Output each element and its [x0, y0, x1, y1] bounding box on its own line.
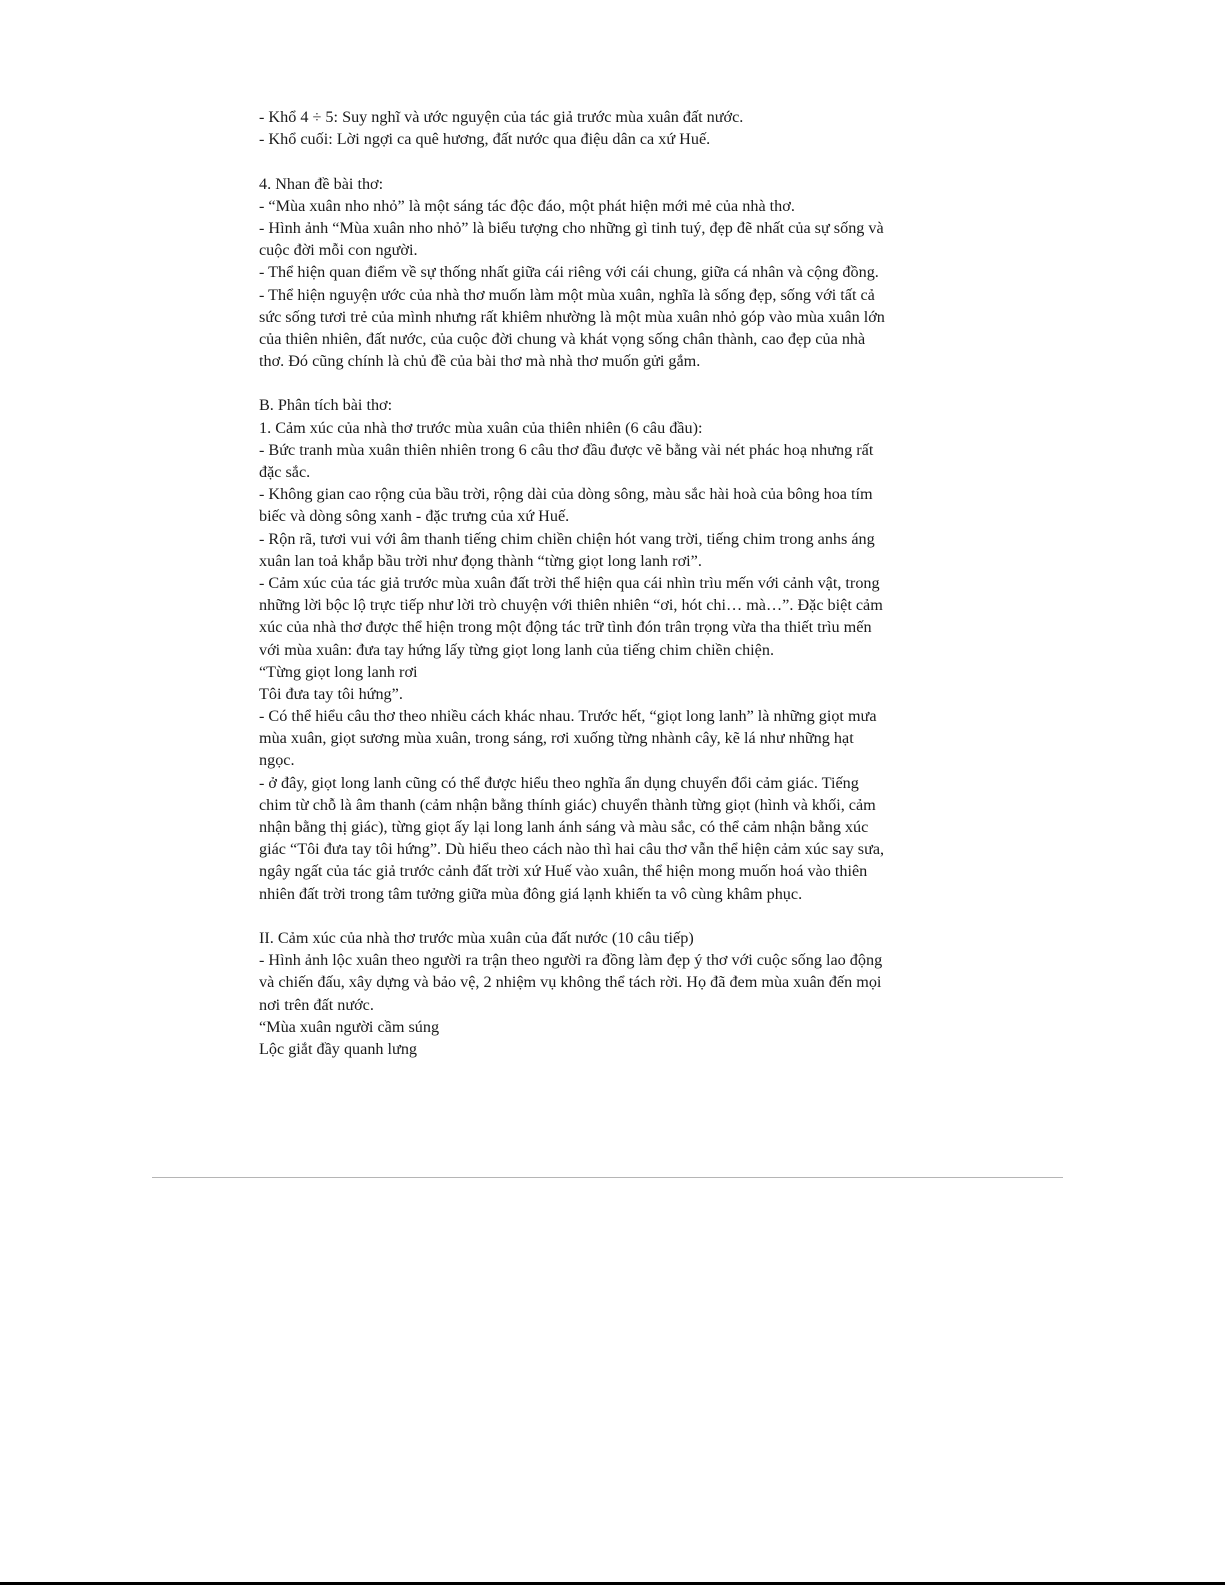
- text-line: xúc của nhà thơ được thể hiện trong một động tác trữ tình đón trân trọng vừa tha thiết trìu mến: [259, 618, 872, 637]
- text-line: Lộc giắt đầy quanh lưng: [259, 1039, 418, 1058]
- text-line: biếc và dòng sông xanh - đặc trưng của xứ Huế.: [259, 507, 570, 526]
- text-line: sức sống tươi trẻ của mình nhưng rất khiêm nhường là một mùa xuân nhỏ góp vào mùa xuân lớn: [259, 307, 885, 326]
- text-line: nơi trên đất nước.: [259, 995, 374, 1014]
- text-line: với mùa xuân: đưa tay hứng lấy từng giọt long lanh của tiếng chim chiền chiện.: [259, 640, 774, 659]
- text-line: “Mùa xuân người cầm súng: [259, 1017, 440, 1036]
- text-line: - “Mùa xuân nho nhỏ” là một sáng tác độc đáo, một phát hiện mới mẻ của nhà thơ.: [259, 196, 795, 215]
- text-line: mùa xuân, giọt sương mùa xuân, trong sáng, rơi xuống từng nhành cây, kẽ lá như những hạt: [259, 729, 854, 748]
- text-line: - Thể hiện nguyện ước của nhà thơ muốn làm một mùa xuân, nghĩa là sống đẹp, sống với tất cả: [259, 285, 875, 304]
- text-line: chim từ chỗ là âm thanh (cảm nhận bằng thính giác) chuyển thành từng giọt (hình và khối, cảm: [259, 795, 876, 814]
- text-line: những lời bộc lộ trực tiếp như lời trò chuyện với thiên nhiên “ơi, hót chi… mà…”. Đặc biệt cảm: [259, 596, 883, 615]
- text-line: 1. Cảm xúc của nhà thơ trước mùa xuân của thiên nhiên (6 câu đầu):: [259, 418, 703, 437]
- text-line: xuân lan toả khắp bầu trời như đọng thành “từng giọt long lanh rơi”.: [259, 551, 702, 570]
- text-line: - Bức tranh mùa xuân thiên nhiên trong 6 câu thơ đầu được vẽ bằng vài nét phác hoạ nhưng rất: [259, 440, 874, 459]
- text-line: B. Phân tích bài thơ:: [259, 396, 393, 415]
- text-line: Tôi đưa tay tôi hứng”.: [259, 684, 403, 703]
- document-body: [259, 106, 959, 1060]
- text-line: nhận bằng thị giác), từng giọt ấy lại long lanh ánh sáng và màu sắc, có thể cảm nhận bằng xúc: [259, 818, 869, 836]
- blank-line: [259, 150, 959, 172]
- text-line: cuộc đời mỗi con người.: [259, 241, 418, 260]
- text-line: “Từng giọt long lanh rơi: [259, 662, 418, 681]
- text-line: - Có thể hiểu câu thơ theo nhiều cách khác nhau. Trước hết, “giọt long lanh” là những giọt mưa: [259, 707, 877, 726]
- text-line: và chiến đấu, xây dựng và bảo vệ, 2 nhiệm vụ không thể tách rời. Họ đã đem mùa xuân đến mọi: [259, 973, 882, 992]
- text-line: - Rộn rã, tươi vui với âm thanh tiếng chim chiền chiện hót vang trời, tiếng chim trong anhs áng: [259, 529, 875, 548]
- text-line: - Thể hiện quan điểm về sự thống nhất giữa cái riêng với cái chung, giữa cá nhân và cộng đồng.: [259, 263, 879, 282]
- text-line: - Hình ảnh lộc xuân theo người ra trận theo người ra đồng làm đẹp ý thơ với cuộc sống lao động: [259, 951, 883, 970]
- page-separator: [152, 1177, 1063, 1178]
- text-line: thơ. Đó cũng chính là chủ đề của bài thơ mà nhà thơ muốn gửi gắm.: [259, 352, 701, 371]
- text-line: ngây ngất của tác giả trước cảnh đất trời xứ Huế vào xuân, thể hiện mong muốn hoá vào thiên: [259, 862, 868, 881]
- text-line: - Khổ cuối: Lời ngợi ca quê hương, đất nước qua điệu dân ca xứ Huế.: [259, 130, 711, 149]
- text-line: II. Cảm xúc của nhà thơ trước mùa xuân của đất nước (10 câu tiếp): [259, 928, 694, 947]
- blank-line: [259, 905, 959, 927]
- text-line: 4. Nhan đề bài thơ:: [259, 174, 384, 193]
- text-line: giác “Tôi đưa tay tôi hứng”. Dù hiểu theo cách nào thì hai câu thơ vẫn thể hiện cảm xúc say sưa,: [259, 840, 885, 859]
- text-line: đặc sắc.: [259, 463, 311, 481]
- text-line: - ở đây, giọt long lanh cũng có thể được hiểu theo nghĩa ẩn dụng chuyển đổi cảm giác. Tiếng: [259, 773, 859, 792]
- text-line: nhiên đất trời trong tâm tưởng giữa mùa đông giá lạnh khiến ta vô cùng khâm phục.: [259, 884, 803, 903]
- text-line: - Không gian cao rộng của bầu trời, rộng dài của dòng sông, màu sắc hài hoà của bông hoa tím: [259, 485, 873, 504]
- text-line: - Hình ảnh “Mùa xuân nho nhỏ” là biểu tượng cho những gì tinh tuý, đẹp đẽ nhất của sự sống và: [259, 218, 884, 237]
- text-line: - Cảm xúc của tác giả trước mùa xuân đất trời thể hiện qua cái nhìn trìu mến với cảnh vật, trong: [259, 573, 880, 592]
- blank-line: [259, 372, 959, 394]
- text-line: - Khổ 4 ÷ 5: Suy nghĩ và ước nguyện của tác giả trước mùa xuân đất nước.: [259, 108, 744, 126]
- text-line: của thiên nhiên, đất nước, của cuộc đời chung và khát vọng sống chân thành, cao đẹp của nhà: [259, 329, 866, 348]
- text-line: ngọc.: [259, 751, 295, 770]
